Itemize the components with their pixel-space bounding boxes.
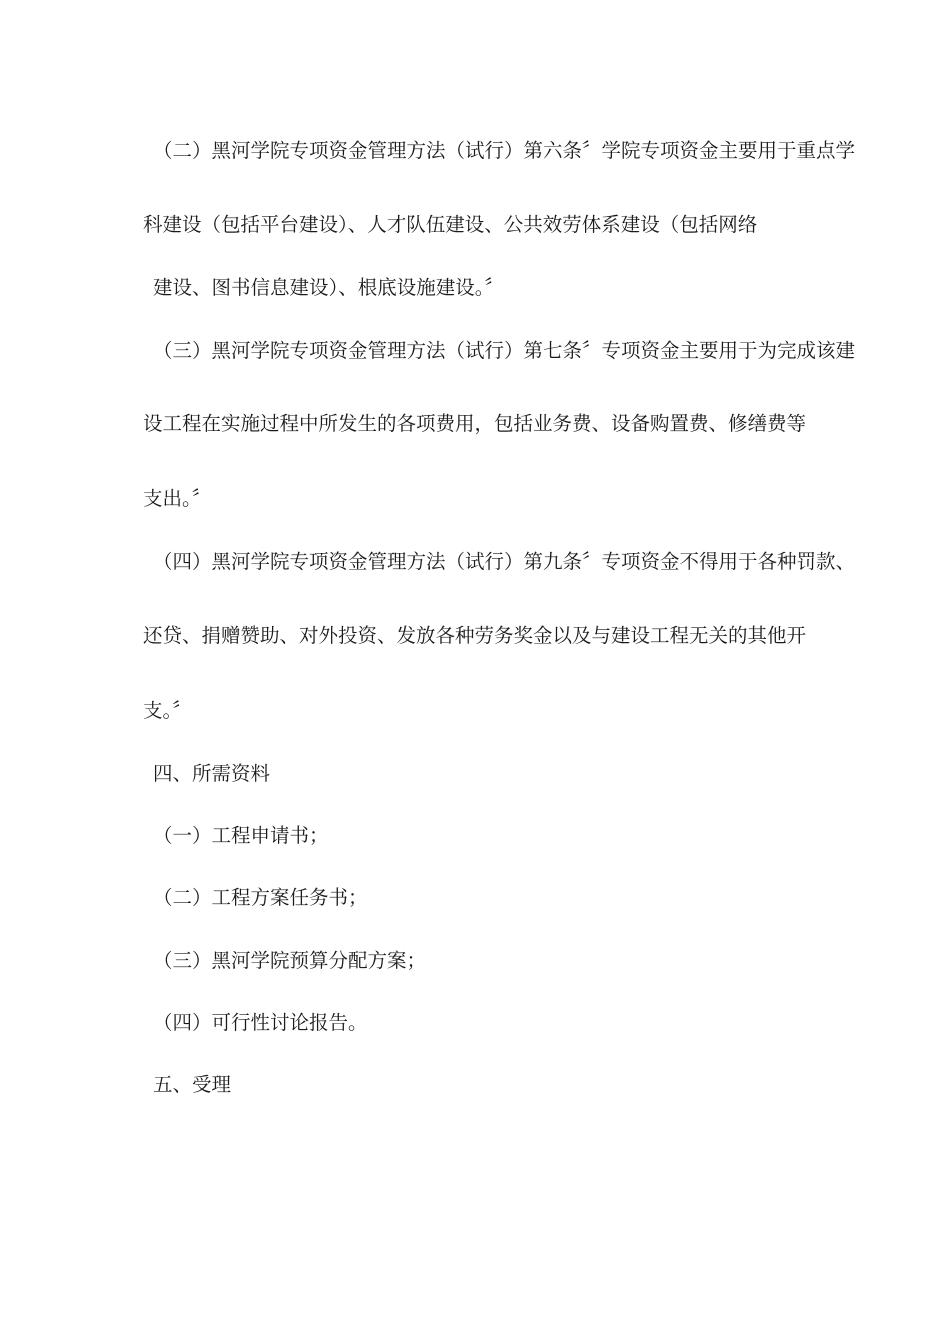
paragraph-line: （二）黑河学院专项资金管理方法（试行）第六条〞学院专项资金主要用于重点学	[153, 139, 856, 162]
paragraph-line: 建设、图书信息建设）、根底设施建设。〞	[153, 276, 505, 299]
paragraph-line: 还贷、捐赠赞助、对外投资、发放各种劳务奖金以及与建设工程无关的其他开	[143, 624, 807, 647]
paragraph-line: 支出。〞	[143, 487, 212, 510]
list-item: （三）黑河学院预算分配方案；	[153, 949, 427, 972]
paragraph-line: 支。〞	[143, 699, 192, 722]
section-heading: 五、受理	[153, 1073, 232, 1096]
paragraph-line: 设工程在实施过程中所发生的各项费用，包括业务费、设备购置费、修缮费等	[143, 412, 807, 435]
list-item: （四）可行性讨论报告。	[153, 1011, 368, 1034]
paragraph-line: （三）黑河学院专项资金管理方法（试行）第七条〞专项资金主要用于为完成该建	[153, 339, 856, 362]
paragraph-line: （四）黑河学院专项资金管理方法（试行）第九条〞专项资金不得用于各种罚款、	[153, 550, 856, 573]
list-item: （二）工程方案任务书；	[153, 886, 368, 909]
paragraph-line: 科建设（包括平台建设）、人才队伍建设、公共效劳体系建设（包括网络	[143, 213, 758, 236]
list-item: （一）工程申请书；	[153, 824, 329, 847]
section-heading: 四、所需资料	[153, 762, 271, 785]
